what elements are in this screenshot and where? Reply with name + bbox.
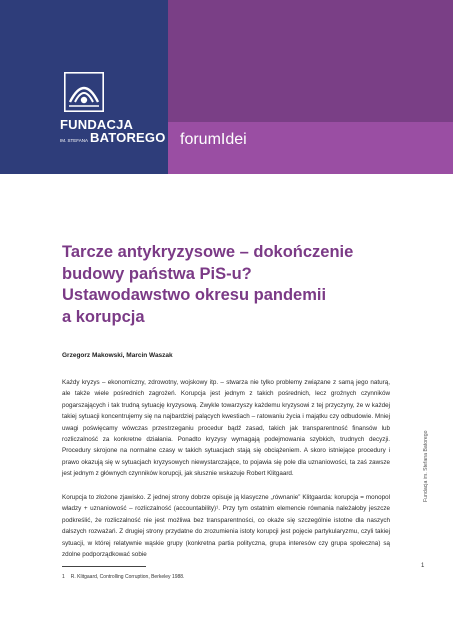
brand-prefix: IM. STEFANA	[60, 138, 89, 143]
body-paragraph: Korupcja to złożone zjawisko. Z jednej strony dobrze opisuje ją klasyczne „równanie” Klitgaarda: korupcja = monopol władzy + uznaniowość – rozliczalność (accountability)¹. Przy tym ostatnim elemencie równania należałoby jeszcze podkreślić, że rozliczalność nie jest możliwa bez transparentności, co okaże się szczególnie istotne dla naszych dalszych rozważań. Z drugiej strony przydatne do zrozumienia istoty korupcji jest pojęcie partykularyzmu, czyli takiej sytuacji, w której relatywnie wąskie grupy (konkretna partia polityczna, grupa interesów czy grupa społeczna) są zdolne podporządkować sobie	[62, 494, 390, 559]
brand-line-1: FUNDACJA	[60, 117, 134, 132]
title-line: budowy państwa PiS-u?	[62, 264, 252, 283]
brand-line-2: BATOREGO	[90, 130, 166, 145]
footnote	[62, 574, 184, 580]
sidebar-text	[423, 402, 431, 502]
title-line: Ustawodawstwo okresu pandemii	[62, 286, 327, 304]
title-line: a korupcja	[62, 307, 145, 326]
footnote-divider	[62, 566, 146, 567]
foundation-logo-icon	[64, 72, 104, 112]
footnote-number: 1	[62, 574, 65, 580]
title-line: Tarcze antykryzysowe – dokończenie	[62, 243, 354, 261]
foundation-logotype	[60, 118, 166, 144]
page-number: 1	[421, 563, 425, 569]
series-name: forumIdei	[180, 131, 247, 148]
body-paragraph: Każdy kryzys – ekonomiczny, zdrowotny, wojskowy itp. – stwarza nie tylko problemy związane z samą jego naturą, ale także wiele pośrednich zagrożeń. Korupcja jest jednym z takich pośrednich, lecz groźnych czynników pogarszających i tak trudną sytuację kryzysową. Zwykle towarzyszy każdemu kryzysowi z tej przyczyny, że w każdej takiej sytuacji koncentrujemy się na najbardziej palących kwestiach – ratowaniu życia i majątku czy odbudowie. Mniej uwagi poświęcamy wówczas przestrzeganiu procedur bądź zasad, takich jak transparentność finansów lub rozliczalność za konkretne działania. Ponadto kryzysy wymagają podejmowania szybkich, trudnych decyzji. Procedury skrojone na normalne czasy w takich sytuacjach stają się obciążeniem. A skoro istniejące procedury i prawo okazują się w sytuacjach kryzysowych niewystarczające, to pojawia się pole dla uznaniowości, ta zaś zawsze jest jednym z głównych czynników korupcji, jak słusznie wskazuje Robert Klitgaard.	[62, 379, 390, 478]
document-title	[62, 242, 402, 328]
footnote-text: R. Klitgaard, Controlling Corruption, Berkeley 1988.	[70, 574, 185, 580]
authors: Grzegorz Makowski, Marcin Waszak	[62, 352, 173, 359]
sidebar-label: Fundacja im. Stefana Batorego	[423, 430, 429, 502]
